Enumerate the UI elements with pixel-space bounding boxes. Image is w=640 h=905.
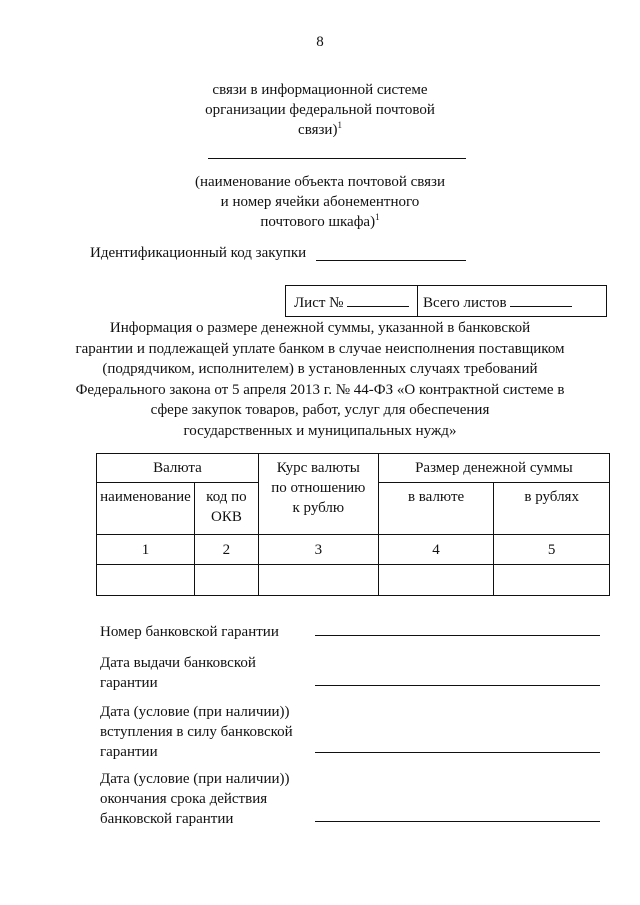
- header-line: связи в информационной системе: [212, 82, 428, 98]
- currency-amount-table: [96, 453, 610, 596]
- table-cell[interactable]: [194, 565, 258, 596]
- label-line: Дата (условие (при наличии)): [100, 771, 290, 787]
- guarantee-number-line[interactable]: [315, 635, 600, 636]
- table-cell[interactable]: [494, 565, 610, 596]
- table-cell[interactable]: [378, 565, 494, 596]
- guarantee-number-label: Номер банковской гарантии: [100, 624, 279, 640]
- header-line: организации федеральной почтовой: [205, 102, 435, 118]
- label-line: банковской гарантии: [100, 811, 234, 827]
- name-header: наименование: [97, 483, 195, 535]
- sheet-number-field: [294, 293, 409, 312]
- expiry-date-label: [100, 769, 290, 829]
- table-cell[interactable]: [97, 565, 195, 596]
- total-sheets-field: [423, 293, 572, 312]
- column-number: 5: [494, 535, 610, 565]
- label-line: вступления в силу банковской: [100, 724, 293, 740]
- expiry-date-line[interactable]: [315, 821, 600, 822]
- in-currency-header: в валюте: [378, 483, 494, 535]
- in-rubles-header: в рублях: [494, 483, 610, 535]
- purchase-code-line[interactable]: [316, 260, 466, 261]
- issue-date-line[interactable]: [315, 685, 600, 686]
- title-line: Информация о размере денежной суммы, указанной в банковской: [109, 320, 531, 336]
- footnote-mark: 1: [337, 120, 342, 130]
- effective-date-line[interactable]: [315, 752, 600, 753]
- sheet-number-label: Лист №: [294, 295, 344, 311]
- label-line: Дата выдачи банковской: [100, 655, 256, 671]
- title-line: сфере закупок товаров, работ, услуг для обеспечения: [150, 402, 490, 418]
- header-line: связи)$^1$: [298, 120, 342, 138]
- label-line: Дата (условие (при наличии)): [100, 704, 290, 720]
- caption-line: (наименование объекта почтовой связи: [195, 174, 445, 190]
- effective-date-label: [100, 702, 293, 762]
- caption-line: и номер ячейки абонементного: [220, 194, 420, 210]
- column-number: 3: [258, 535, 378, 565]
- title-line: (подрядчиком, исполнителем) в установленных случаях требований: [102, 361, 538, 377]
- postal-system-text: [180, 80, 460, 140]
- column-number: 1: [97, 535, 195, 565]
- title-line: гарантии и подлежащей уплате банком в случае неисполнения поставщиком: [75, 340, 565, 357]
- total-sheets-blank[interactable]: [510, 293, 572, 307]
- footnote-mark: 1: [375, 212, 380, 222]
- label-line: окончания срока действия: [100, 791, 268, 807]
- object-caption: [180, 172, 460, 232]
- sheet-box-divider: [417, 286, 418, 316]
- sheet-number-blank[interactable]: [347, 293, 409, 307]
- label-line: гарантии: [100, 744, 158, 760]
- okv-header: код по ОКВ: [194, 483, 258, 535]
- object-name-line: [208, 158, 466, 159]
- title-line: государственных и муниципальных нужд»: [183, 422, 457, 439]
- column-number: 2: [194, 535, 258, 565]
- total-sheets-label: Всего листов: [423, 295, 507, 311]
- rate-header: Курс валюты по отношению к рублю: [258, 454, 378, 535]
- page-number: 8: [316, 34, 324, 50]
- amount-header: Размер денежной суммы: [378, 454, 609, 483]
- info-title: [20, 318, 620, 441]
- table-cell[interactable]: [258, 565, 378, 596]
- sheet-box: [285, 285, 607, 317]
- issue-date-label: [100, 653, 256, 693]
- caption-line: почтового шкафа)$^1$: [260, 212, 380, 230]
- column-number: 4: [378, 535, 494, 565]
- title-line: Федерального закона от 5 апреля 2013 г. № 44-ФЗ «О контрактной системе в: [75, 381, 565, 398]
- purchase-code-label: Идентификационный код закупки: [90, 245, 307, 261]
- label-line: гарантии: [100, 675, 158, 691]
- currency-header: Валюта: [97, 454, 259, 483]
